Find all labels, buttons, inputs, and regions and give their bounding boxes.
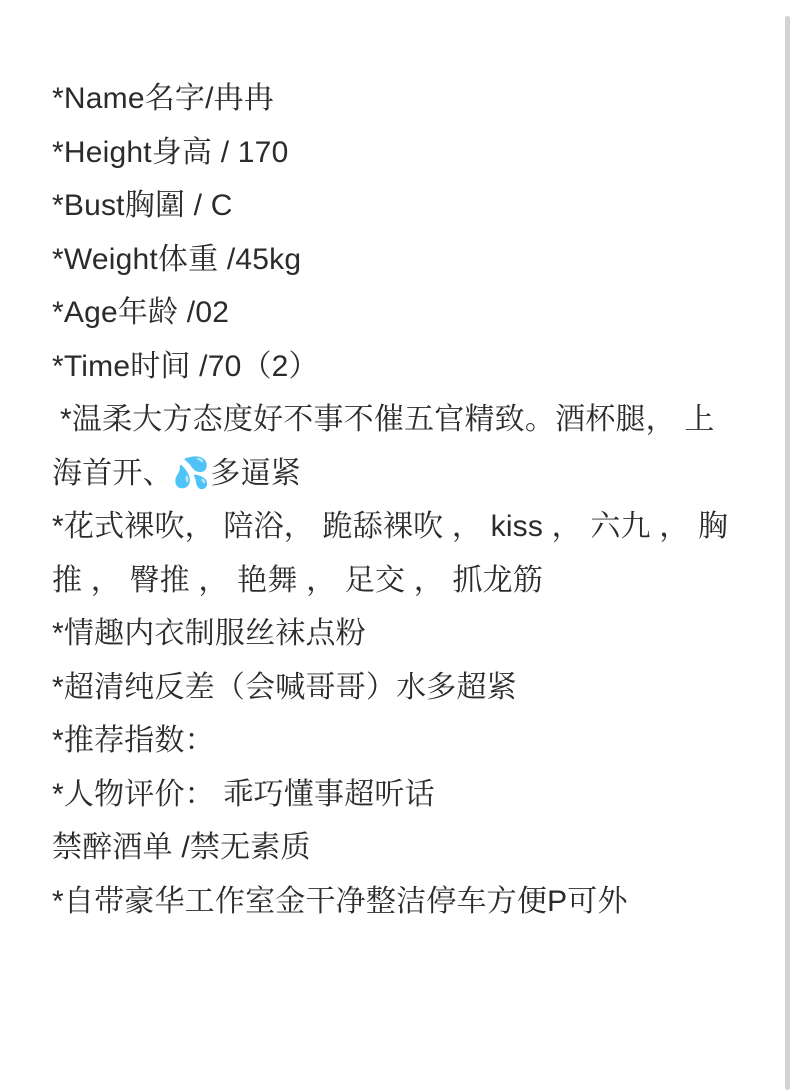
scrollbar-track[interactable] [790, 8, 795, 1082]
scrollbar-thumb[interactable] [785, 16, 790, 1090]
text-line: *情趣内衣制服丝袜点粉 [52, 617, 366, 650]
text-line: *温柔大方态度好不事不催五官精致。酒杯腿， 上海首开、💦多逼紧 [52, 403, 715, 490]
text-line: *Age年龄 /02 [52, 296, 230, 329]
text-line: *Weight体重 /45kg [52, 242, 302, 276]
text-line: *自带豪华工作室金干净整洁停车方便P可外 [52, 884, 628, 918]
text-line: *推荐指数： [52, 724, 215, 757]
text-line: *超清纯反差（会喊哥哥）水多超紧 [52, 670, 517, 704]
text-line: *Name名字/冉冉 [52, 82, 275, 115]
text-line: *Height身高 / 170 [52, 135, 289, 169]
text-line: *人物评价： 乖巧懂事超听话 [52, 777, 435, 811]
text-line: 禁醉酒单 /禁无素质 [52, 831, 311, 864]
document-text-body [52, 72, 742, 928]
text-line: *Time时间 /70（2） [52, 349, 319, 383]
text-line: *花式裸吹， 陪浴， 跪舔裸吹 ， kiss ， 六九 ， 胸推 ， 臀推 ， 艳舞 ， 足交 ， 抓龙筋 [52, 510, 729, 597]
text-line: *Bust胸圍 / C [52, 189, 233, 222]
